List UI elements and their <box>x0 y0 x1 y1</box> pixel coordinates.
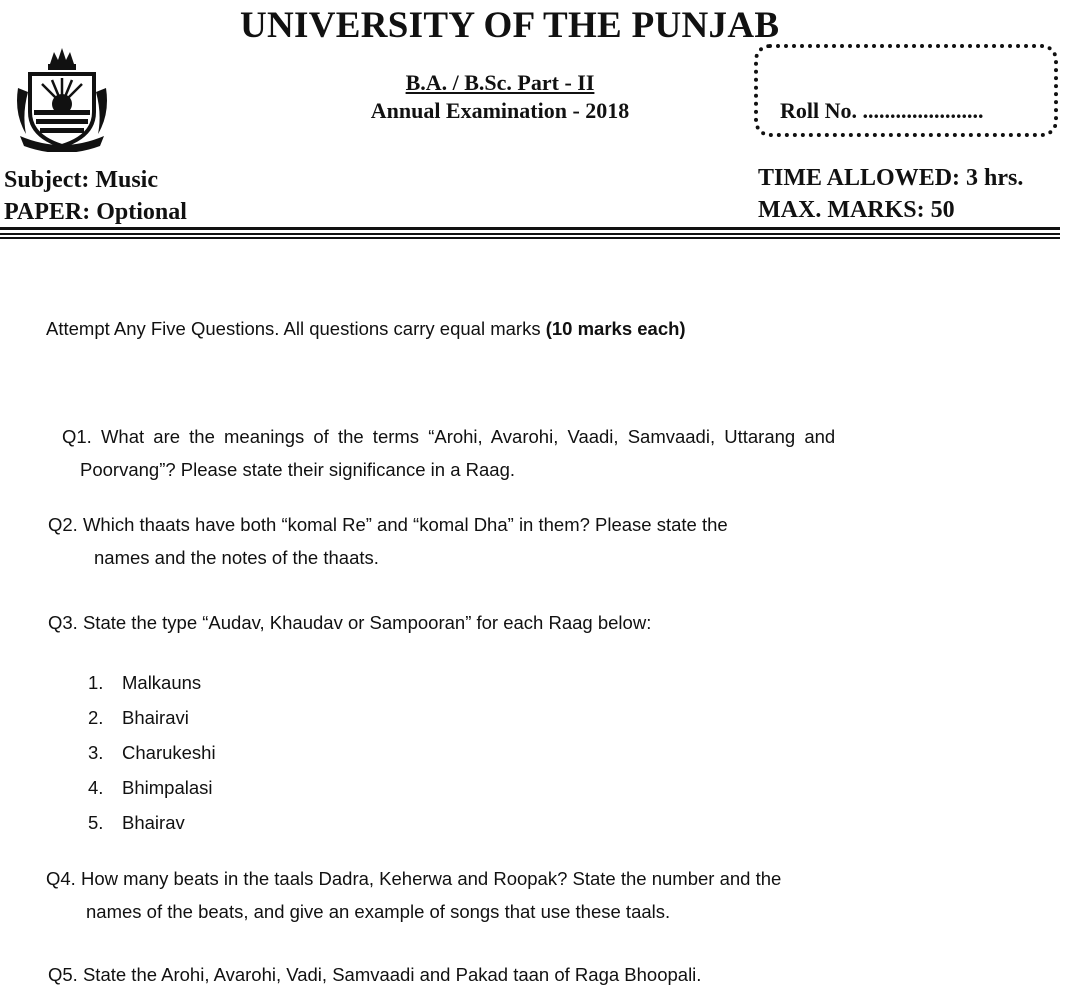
question-text: What are the meanings of the terms “Arohi, Avarohi, Vaadi, Samvaadi, Uttarang and <box>100 426 836 447</box>
list-item-name: Bhimpalasi <box>122 777 213 798</box>
list-item <box>88 668 216 703</box>
exam-session: Annual Examination - 2018 <box>370 98 630 123</box>
question-3 <box>48 606 1008 639</box>
question-text: names of the beats, and give an example of songs that use these taals. <box>86 901 671 922</box>
list-item-number: 2. <box>88 707 104 728</box>
list-item <box>88 738 216 773</box>
question-line <box>48 508 1008 541</box>
question-number: Q4. <box>46 868 76 889</box>
instructions-marks: (10 marks each) <box>545 318 686 339</box>
exam-part: B.A. / B.Sc. Part - II <box>405 70 595 95</box>
roll-number-box <box>754 44 1058 137</box>
list-item-name: Malkauns <box>122 672 202 693</box>
question-line <box>48 606 1008 639</box>
max-marks-label: MAX. MARKS: 50 <box>758 197 955 223</box>
question-text: Poorvang”? Please state their significance in a Raag. <box>80 459 516 480</box>
list-item <box>88 808 216 843</box>
university-title: UNIVERSITY OF THE PUNJAB <box>240 5 780 46</box>
question-text: State the type “Audav, Khaudav or Sampooran” for each Raag below: <box>82 612 652 633</box>
list-item-name: Charukeshi <box>122 742 216 763</box>
header-divider <box>0 233 1060 235</box>
question-number: Q1. <box>62 426 92 447</box>
question-text: How many beats in the taals Dadra, Keherwa and Roopak? State the number and the <box>80 868 782 889</box>
exam-instructions <box>46 318 686 340</box>
subject-label: Subject: Music <box>4 167 158 193</box>
list-item-number: 4. <box>88 777 104 798</box>
list-item <box>88 703 216 738</box>
list-item-number: 5. <box>88 812 104 833</box>
instructions-text: Attempt Any Five Questions. All questions carry equal marks <box>46 318 546 339</box>
question-text: names and the notes of the thaats. <box>94 547 379 568</box>
raag-list <box>88 668 216 843</box>
question-line <box>62 420 1022 453</box>
question-5 <box>48 958 1008 991</box>
roll-number-label: Roll No. ...................... <box>780 98 984 123</box>
list-item-number: 1. <box>88 672 104 693</box>
question-4 <box>46 862 1006 928</box>
question-number: Q3. <box>48 612 78 633</box>
question-text: Which thaats have both “komal Re” and “komal Dha” in them? Please state the <box>82 514 728 535</box>
question-line <box>46 862 1006 895</box>
list-item-name: Bhairav <box>122 812 185 833</box>
question-number: Q5. <box>48 964 78 985</box>
question-number: Q2. <box>48 514 78 535</box>
question-line <box>48 958 1008 991</box>
university-crest-icon <box>12 44 112 152</box>
header-divider <box>0 237 1060 239</box>
time-allowed-label: TIME ALLOWED: 3 hrs. <box>758 165 1024 191</box>
question-1 <box>62 420 1022 486</box>
question-2 <box>48 508 1008 574</box>
paper-label: PAPER: Optional <box>4 199 187 225</box>
question-text: State the Arohi, Avarohi, Vadi, Samvaadi and Pakad taan of Raga Bhoopali. <box>82 964 702 985</box>
header-divider <box>0 227 1060 230</box>
list-item-name: Bhairavi <box>122 707 189 728</box>
list-item <box>88 773 216 808</box>
list-item-number: 3. <box>88 742 104 763</box>
